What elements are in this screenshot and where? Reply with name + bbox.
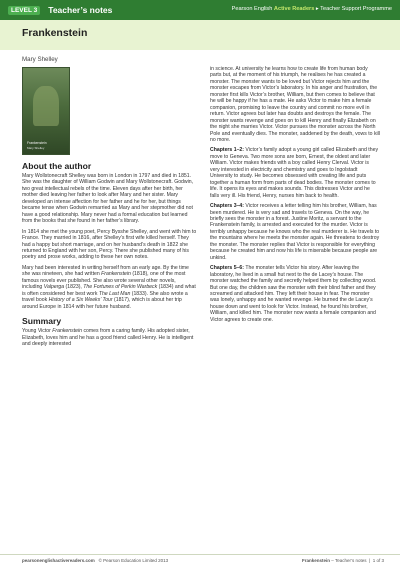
left-column [22, 53, 197, 351]
about-paragraph-3: Mary had been interested in writing herself from an early age. By the time she was nineteen, she had written Frankenstein (1818), one of the most famous novels ever published. She also wrote several other novels, including Valperga (1823), The Fortunes of Perkin Warbeck (1834) and what is often considered her best work The Last Man (1833). She also wrote a travel book History of a Six Weeks’ Tour (1817), which is about her trip around Europe in 1814 with her future husband. [22, 264, 196, 310]
right-column [210, 66, 380, 327]
author-name: Mary Shelley [22, 56, 58, 63]
brand-series: Active Readers [273, 6, 315, 12]
book-cover-image [22, 67, 70, 155]
summary-heading: Summary [22, 316, 62, 327]
footer-doc: Frankenstein [302, 558, 331, 563]
about-heading: About the author [22, 161, 92, 171]
cover-author: Mary Shelley [27, 146, 45, 150]
chapters-5-6-label: Chapters 5–6: [210, 265, 244, 272]
chapters-3-4-label: Chapters 3–4: [210, 203, 244, 210]
chapters-1-2-label: Chapters 1–2: [210, 147, 244, 154]
page-title: Frankenstein [22, 27, 88, 39]
level-badge: LEVEL 3 [8, 6, 40, 15]
chapters-5-6: Chapters 5–6: The monster tells Victor his story. After leaving the laboratory, he lived in a small hut next to the de Lacey’s house. The monster watched the family and secretly helped them by collecting wood. But one day, the children saw the monster with their blind father and they screamed and attacked him. They left their house in fear. The monster was lonely, unhappy and he wanted revenge. He burned the de Lacey’s house down and went to look for Victor. Instead, he found his brother, William, and killed him. The monster now wants a female companion and Victor agrees to create one. [210, 265, 377, 323]
arrow-icon: ▸ [315, 6, 319, 12]
summary-continued: in science. At university he learns how to create life from human body parts but, at the moment of his triumph, he realises he has created a monster. The monster wants to be loved but Victor rejects him and the monster escapes from Victor’s laboratory. In his anger and frustration, the monster first kills Victor’s brother, William, but then comes to believe that he will be happy if he has a mate. He asks Victor to make him a female companion, promising to leave the country and commit no more evil in return. Victor agrees but later has doubts and destroys the female. The monster wants revenge and goes on to kill Henry and finally Elizabeth on the night she marries Victor. Victor pursues the monster across the North Pole and eventually dies. The monster, saddened by the death, vows to kill no more. [210, 66, 380, 143]
cover-figure [33, 86, 59, 126]
about-paragraph-1: Mary Wollstonecraft Shelley was born in London in 1797 and died in 1851. She was the daughter of William Godwin and Mary Wollstonecraft. Godwin, two great intellectual rebels of the time. Eleven days after her birth, her mother died leaving her father to look after Mary and her sister. Mary developed an intense affection for her father and he for her, but things became tense when Godwin remarried as Mary and her stepmother did not have a good relationship. Mary never had a formal education but learned from the books that she found in her father’s library. [22, 173, 194, 225]
brand-name: Pearson English [231, 6, 273, 12]
footer [0, 554, 400, 567]
pearson-brand [232, 6, 392, 12]
footer-doc-tail: – Teacher’s notes [331, 558, 367, 563]
summary-paragraph: Young Victor Frankenstein comes from a caring family. His adopted sister, Elizabeth, loves him and he has a good friend called Henry. He is intelligent and deeply interested [22, 328, 194, 347]
footer-left [22, 558, 168, 563]
chapters-1-2: Chapters 1–2: Victor’s family adopt a young girl called Elizabeth and they move to Geneva. Two more sons are born, Ernest, the oldest and later William. Victor makes friends with a boy called Henry Clerval. Victor is very interested in electricity and chemistry and goes to Ingolstadt University to study. He becomes obsessed with creating life and puts together a human form from parts of dead bodies. The monster comes to life. It opens its eyes and makes sounds. This distresses Victor and he falls very ill. His friend, Henry, nurses him back to health. [210, 147, 379, 199]
header-bar [0, 0, 400, 20]
teachers-notes-label: Teacher’s notes [48, 5, 113, 15]
footer-right: Frankenstein – Teacher’s notes | 1 of 3 [302, 558, 384, 563]
about-paragraph-2: In 1814 she met the young poet, Percy Bysshe Shelley, and went with him to France. They married in 1816, after Shelley’s first wife killed herself. They had a happy but short marriage, and on her husband’s death in 1822 she returned to England with her son, Percy. There she published many of his poetry and prose works, adding to these her own notes. [22, 228, 197, 261]
chapters-3-4: Chapters 3–4: Victor receives a letter telling him his brother, William, has been murdered. He is very sad and travels to Geneva. On the way, he briefly sees the monster in a forest. Justine Moritz, a servant to the Frankenstein family, is arrested and executed for the murder. Victor is terribly unhappy because he knows who the real murderer is. He travels to the mountains where he meets the monster again. He threatens to destroy the monster. The monster replies that Victor is responsible for everything because he created him and now his life is miserable because people are unkind. [210, 203, 380, 261]
cover-title: Frankenstein [27, 141, 47, 145]
page-number: 1 of 3 [372, 558, 384, 563]
footer-copyright: © Pearson Education Limited 2013 [98, 558, 169, 563]
brand-tail: Teacher Support Programme [320, 6, 392, 12]
footer-site[interactable]: pearsonenglishactivereaders.com [22, 558, 95, 563]
